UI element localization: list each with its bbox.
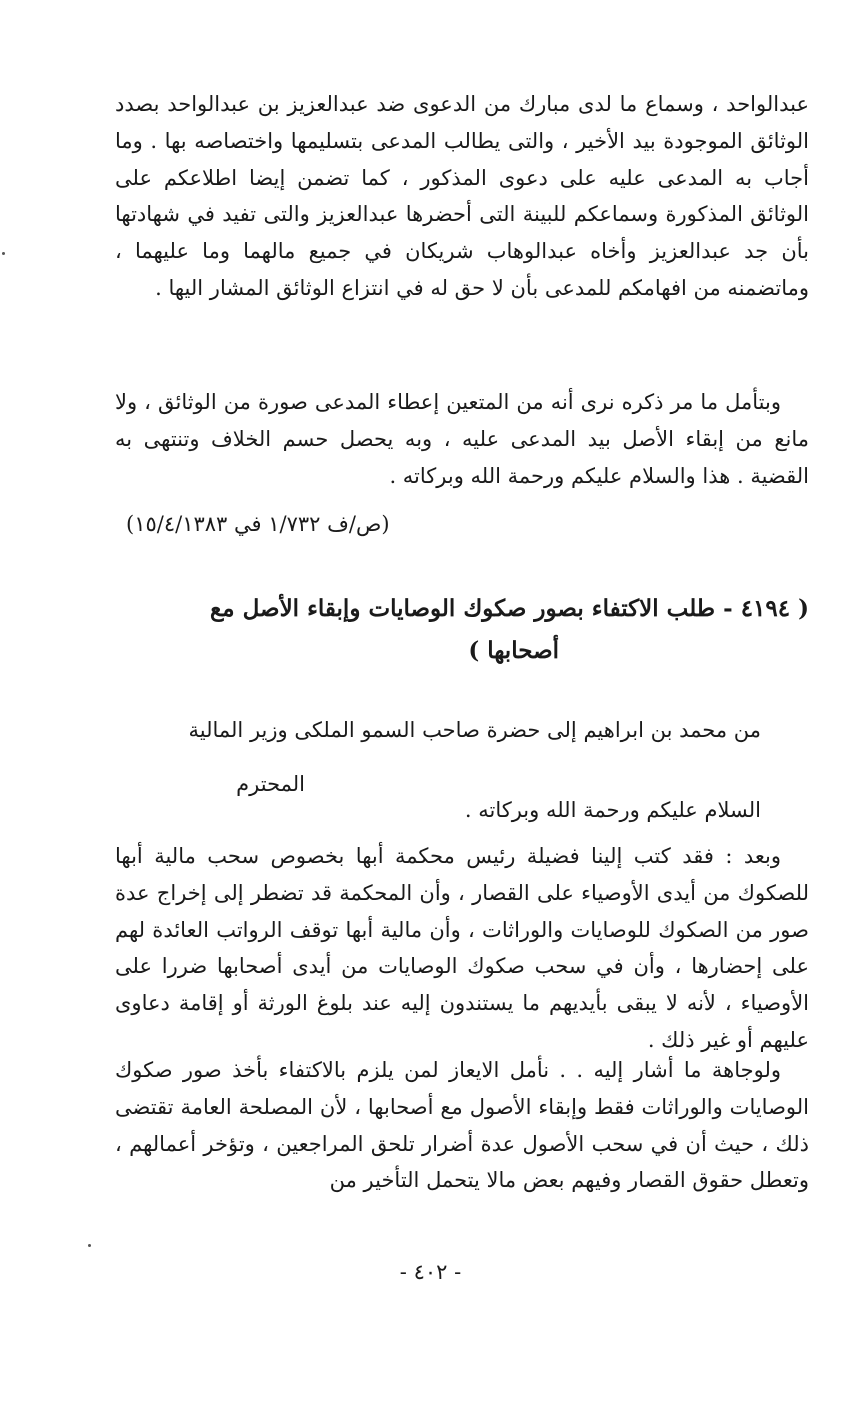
- heading-line: ( ٤١٩٤ - طلب الاكتفاء بصور صكوك الوصايات وإبقاء الأصل مع: [210, 595, 809, 622]
- heading-line: أصحابها ): [468, 637, 559, 664]
- section-heading: [99, 588, 809, 672]
- scan-speck: [2, 252, 5, 255]
- paragraph-text: ولوجاهة ما أشار إليه . . نأمل الايعاز لمن يلزم بالاكتفاء بأخذ صور صكوك الوصايات والوراثات فقط وإبقاء الأصول مع أصحابها ، لأن المصلحة العامة تقتضى ذلك ، حيث أن في سحب الأصول عدة أضرار تلحق المراجعين ، وتؤخر أعمالهم ، وتعطل حقوق القصار وفيهم بعض مالا يتحمل التأخير من: [115, 1058, 809, 1193]
- letter-addressee: من محمد بن ابراهيم إلى حضرة صاحب السمو الملكى وزير المالية: [188, 718, 761, 742]
- body-paragraph: [115, 1052, 809, 1199]
- scan-speck: [88, 1244, 91, 1247]
- body-paragraph: [115, 384, 809, 494]
- letter-honorific: المحترم: [236, 772, 305, 796]
- page-number: - ٤٠٢ -: [399, 1260, 462, 1284]
- paragraph-text: وبتأمل ما مر ذكره نرى أنه من المتعين إعطاء المدعى صورة من الوثائق ، ولا مانع من إبقاء الأصل بيد المدعى عليه ، وبه يحصل حسم الخلاف وتنتهى به القضية . هذا والسلام عليكم ورحمة الله وبركاته .: [115, 390, 809, 488]
- body-paragraph: [115, 86, 809, 307]
- paragraph-text: وبعد : فقد كتب إلينا فضيلة رئيس محكمة أبها بخصوص سحب مالية أبها للصكوك من أيدى الأوصياء على القصار ، وأن المحكمة قد تضطر إلى إخراج عدة صور من الصكوك للوصايات والوراثات ، وأن مالية أبها توقف الرواتب العائدة لهم على إحضارها ، وأن في سحب صكوك الوصايات من أيدى أصحابها ضررا على الأوصياء ، لأنه لا يبقى بأيديهم ما يستندون إليه عند بلوغ الورثة أو إقامة دعاوى عليهم أو غير ذلك .: [115, 844, 809, 1052]
- body-paragraph: [115, 838, 809, 1059]
- letter-greeting: السلام عليكم ورحمة الله وبركاته .: [464, 798, 761, 822]
- reference-note: (ص/ف ١/٧٣٢ في ١٥/٤/١٣٨٣): [126, 512, 390, 536]
- paragraph-text: عبدالواحد ، وسماع ما لدى مبارك من الدعوى ضد عبدالعزيز بن عبدالواحد بصدد الوثائق الموجودة بيد الأخير ، والتى يطالب المدعى بتسليمها واختصاصه بها . وما أجاب به المدعى عليه على دعوى المذكور ، كما تضمن إيضا اطلاعكم على الوثائق المذكورة وسماعكم للبينة التى أحضرها عبدالعزيز والتى تفيد في شهادتها بأن جد عبدالعزيز وأخاه عبدالوهاب شريكان في جميع مالهما وما عليهما ، وماتضمنه من افهامكم للمدعى بأن لا حق له في انتزاع الوثائق المشار اليها .: [115, 92, 809, 300]
